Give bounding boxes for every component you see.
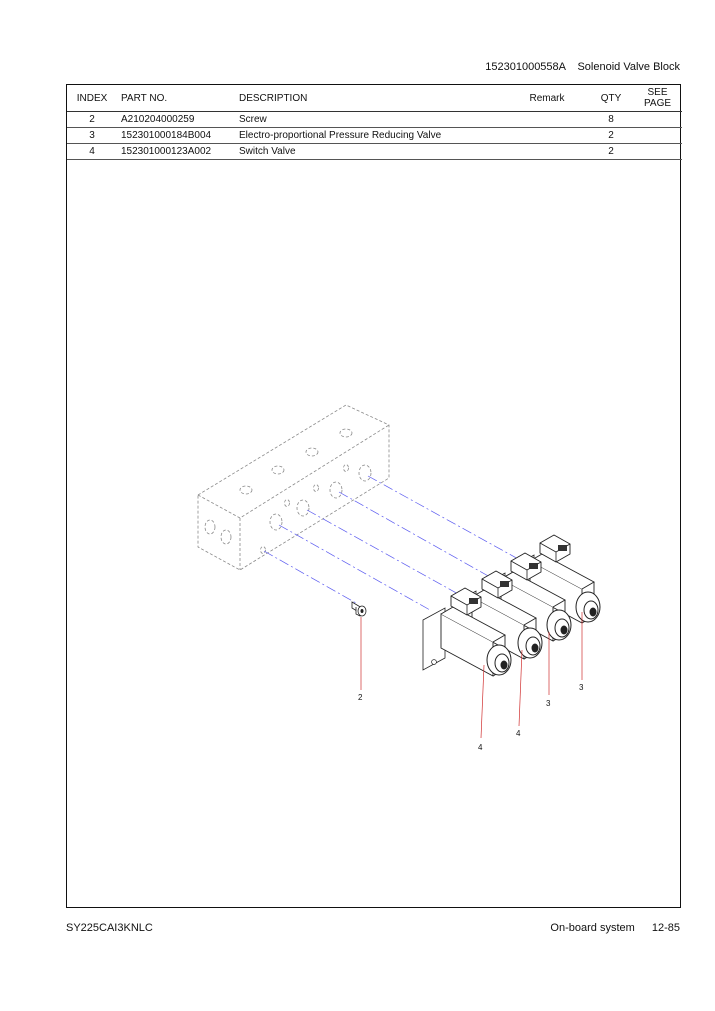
callout-screw: 2: [358, 693, 363, 702]
col-remark: Remark: [505, 85, 589, 112]
row-index: 4: [67, 144, 117, 160]
row-description: Switch Valve: [235, 144, 505, 160]
col-description: DESCRIPTION: [235, 85, 505, 112]
row-description: Electro-proportional Pressure Reducing Valve: [235, 128, 505, 144]
callout-proportional-valve: 3: [579, 683, 584, 692]
footer-model: SY225CAI3KNLC: [66, 922, 153, 934]
col-part-no: PART NO.: [117, 85, 235, 112]
col-index: INDEX: [67, 85, 117, 112]
row-part-no: A210204000259: [117, 112, 235, 128]
callout-proportional-valve: 3: [546, 699, 551, 708]
col-qty: QTY: [589, 85, 633, 112]
row-index: 3: [67, 128, 117, 144]
screw: [352, 602, 366, 616]
row-part-no: 152301000184B004: [117, 128, 235, 144]
assembly-center-lines: [264, 476, 520, 610]
row-description: Screw: [235, 112, 505, 128]
footer-section: On-board system: [550, 922, 635, 934]
header-title: Solenoid Valve Block: [577, 61, 680, 73]
valve-block-outline: [198, 405, 389, 570]
callout-switch-valve: 4: [516, 729, 521, 738]
row-qty: 2: [589, 128, 633, 144]
row-part-no: 152301000123A002: [117, 144, 235, 160]
row-qty: 8: [589, 112, 633, 128]
row-qty: 2: [589, 144, 633, 160]
header-part-number: 152301000558A: [485, 61, 566, 73]
footer-page-number: 12-85: [651, 922, 680, 934]
col-see-page-line2: PAGE: [643, 98, 672, 109]
page-footer: [550, 922, 680, 934]
row-index: 2: [67, 112, 117, 128]
col-see-page-line1: SEE: [647, 87, 668, 98]
callout-switch-valve: 4: [478, 743, 483, 752]
